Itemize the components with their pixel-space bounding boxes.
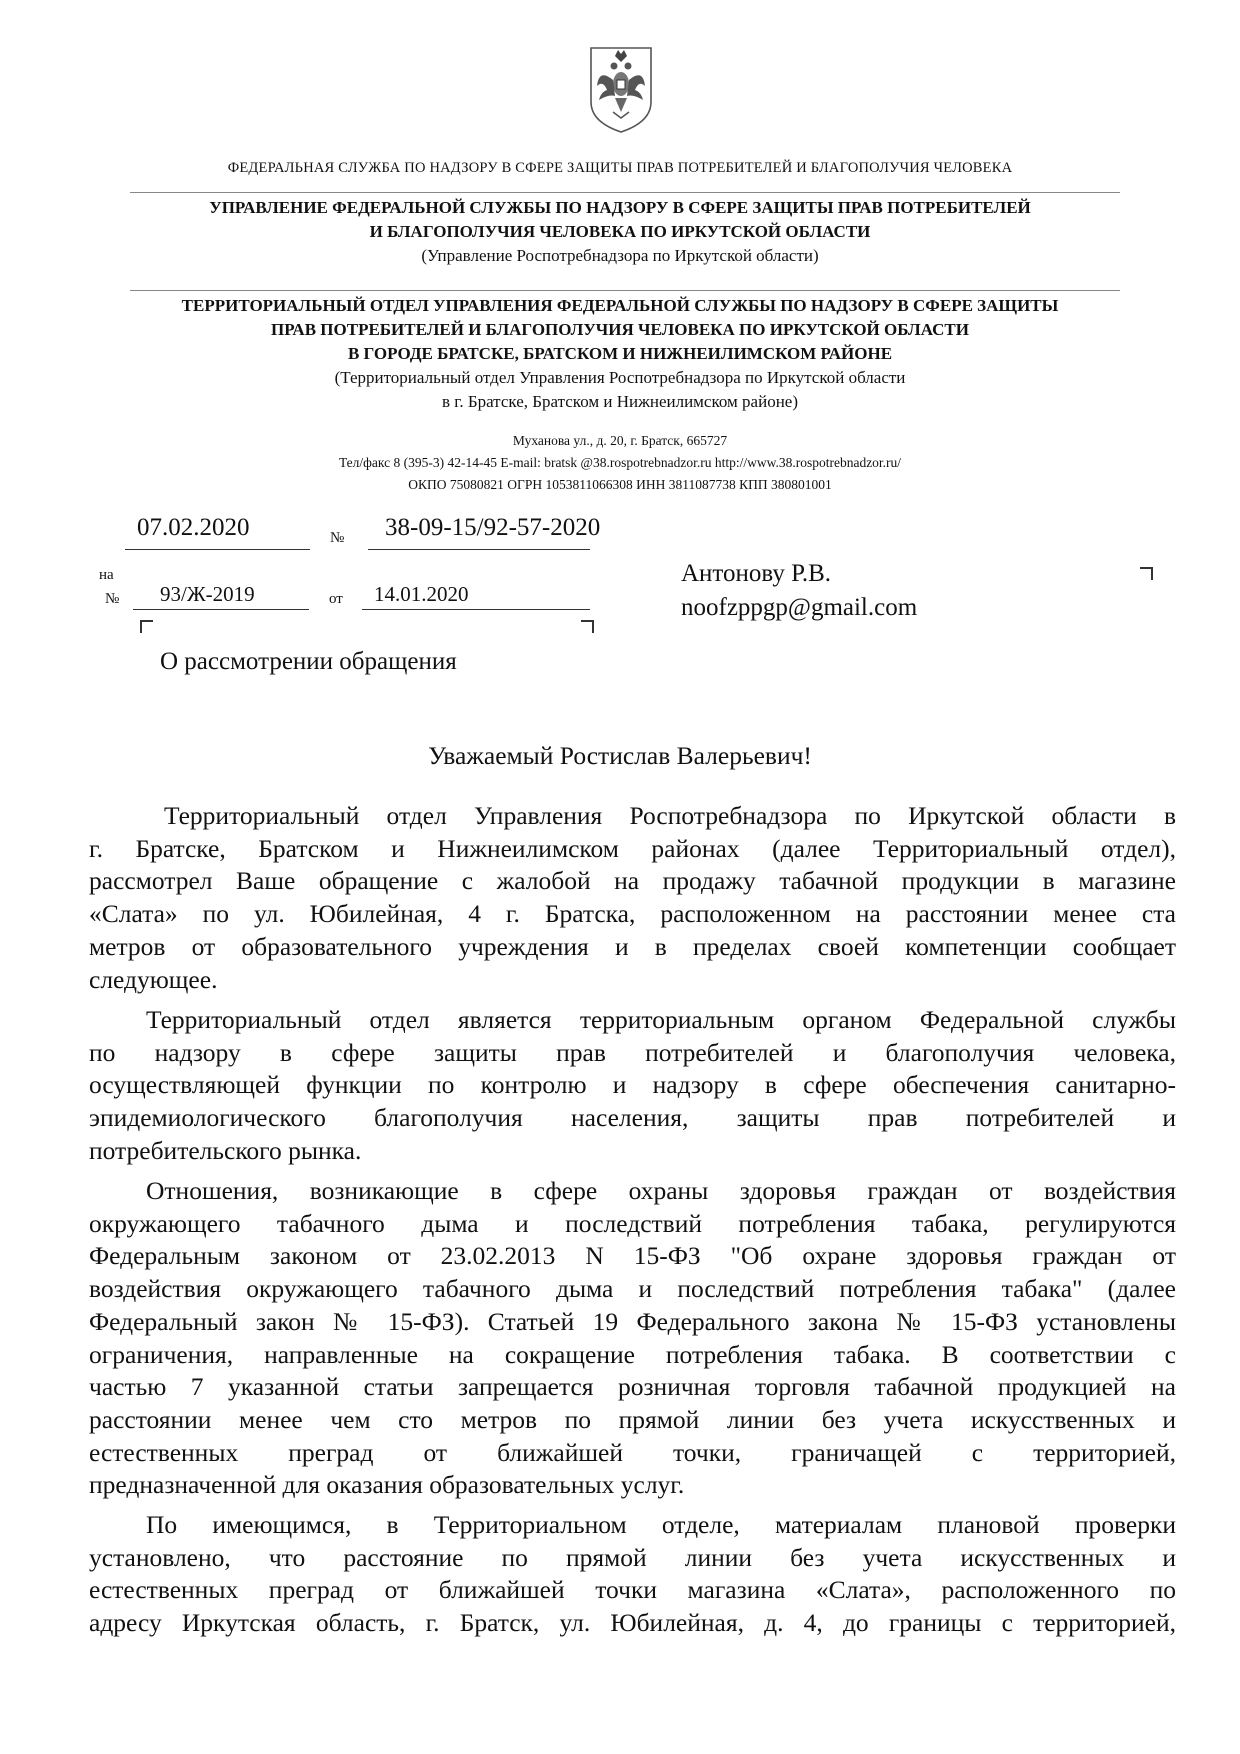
department-name-line1: ТЕРРИТОРИАЛЬНЫЙ ОТДЕЛ УПРАВЛЕНИЯ ФЕДЕРАЛЬНОЙ СЛУЖБЫ ПО НАДЗОРУ В СФЕРЕ ЗАЩИТЫ [181, 296, 1059, 315]
paragraph-line: Отношения, возникающие в сфере охраны здоровья граждан от воздействия [146, 1176, 1176, 1205]
paragraph-line: Территориальный отдел Управления Роспотребнадзора по Иркутской области в [164, 801, 1176, 830]
left-bracket-corner [140, 620, 153, 633]
recipient-bracket-corner [1140, 567, 1153, 580]
paragraph-line: эпидемиологического благополучия населения, защиты прав потребителей и [89, 1103, 1176, 1133]
number-sign-label: № [330, 530, 345, 546]
paragraph-line: потребительского рынка. [89, 1135, 362, 1165]
header-divider-top [130, 192, 1120, 193]
from-label: от [329, 591, 343, 607]
office-name-line2: И БЛАГОПОЛУЧИЯ ЧЕЛОВЕКА ПО ИРКУТСКОЙ ОБЛАСТИ [369, 222, 871, 241]
department-short-name-line2: в г. Братске, Братском и Нижнеилимском районе) [441, 392, 798, 411]
body-paragraph [89, 1509, 1176, 1640]
right-bracket-corner [581, 620, 594, 633]
outgoing-date: 07.02.2020 [125, 514, 310, 550]
registration-codes: ОКПО 75080821 ОГРН 1053811066308 ИНН 3811087738 КПП 380801001 [408, 477, 832, 492]
paragraph-line: Федеральный закон № 15-ФЗ). Статьей 19 Федерального закона № 15-ФЗ установлены [89, 1306, 1176, 1336]
paragraph-line: Федеральным законом от 23.02.2013 N 15-ФЗ "Об охране здоровья граждан от [89, 1241, 1176, 1271]
department-name-line3: В ГОРОДЕ БРАТСКЕ, БРАТСКОМ И НИЖНЕИЛИМСКОМ РАЙОНЕ [347, 344, 893, 363]
paragraph-line: Территориальный отдел является территориальным органом Федеральной службы [146, 1005, 1176, 1034]
body-paragraph [89, 1175, 1176, 1502]
letter-subject: О рассмотрении обращения [160, 648, 457, 675]
paragraph-line: ограничения, направленные на сокращение потребления табака. В соответствии с [89, 1339, 1176, 1369]
department-name-line2: ПРАВ ПОТРЕБИТЕЛЕЙ И БЛАГОПОЛУЧИЯ ЧЕЛОВЕКА ПО ИРКУТСКОЙ ОБЛАСТИ [271, 320, 969, 339]
recipient-email: noofzppgp@gmail.com [681, 594, 918, 621]
greeting: Уважаемый Ростислав Валерьевич! [428, 741, 812, 770]
paragraph-line: По имеющимся, в Территориальном отделе, материалам плановой проверки [146, 1510, 1176, 1539]
paragraph-line: расстоянии менее чем сто метров по прямой линии без учета искусственных и [89, 1404, 1176, 1434]
paragraph-line: адресу Иркутская область, г. Братск, ул. Юбилейная, д. 4, до границы с территорией, [89, 1608, 1176, 1638]
paragraph-line: рассмотрел Ваше обращение с жалобой на продажу табачной продукции в магазине [89, 866, 1176, 896]
department-short-name-line1: (Территориальный отдел Управления Роспотребнадзора по Иркутской области [334, 368, 906, 387]
on-label: на [99, 567, 114, 583]
contact-details: Тел/факс 8 (395-3) 42-14-45 E-mail: bratsk @38.rospotrebnadzor.ru http://www.38.rospotrebnadzor.ru/ [338, 455, 902, 470]
paragraph-line: следующее. [89, 964, 218, 994]
paragraph-line: г. Братске, Братском и Нижнеилимском районах (далее Территориальный отдел), [89, 833, 1176, 863]
paragraph-line: метров от образовательного учреждения и в пределах своей компетенции сообщает [89, 931, 1176, 961]
paragraph-line: воздействия окружающего табачного дыма и последствий потребления табака" (далее [89, 1274, 1176, 1304]
incoming-date: 14.01.2020 [362, 582, 590, 610]
office-name-line1: УПРАВЛЕНИЕ ФЕДЕРАЛЬНОЙ СЛУЖБЫ ПО НАДЗОРУ В СФЕРЕ ЗАЩИТЫ ПРАВ ПОТРЕБИТЕЛЕЙ [209, 198, 1031, 217]
recipient-name: Антонову Р.В. [681, 560, 832, 587]
header-divider-middle [130, 290, 1120, 291]
paragraph-line: «Слата» по ул. Юбилейная, 4 г. Братска, расположенном на расстоянии менее ста [89, 899, 1176, 929]
outgoing-number: 38-09-15/92-57-2020 [368, 514, 590, 550]
incoming-number-sign-label: № [105, 591, 120, 607]
agency-name: ФЕДЕРАЛЬНАЯ СЛУЖБА ПО НАДЗОРУ В СФЕРЕ ЗАЩИТЫ ПРАВ ПОТРЕБИТЕЛЕЙ И БЛАГОПОЛУЧИЯ ЧЕЛОВЕКА [227, 160, 1013, 176]
postal-address: Муханова ул., д. 20, г. Братск, 665727 [512, 433, 728, 448]
paragraph-line: установлено, что расстояние по прямой линии без учета искусственных и [89, 1542, 1176, 1572]
coat-of-arms-emblem [585, 40, 657, 136]
body-paragraph [89, 800, 1176, 996]
paragraph-line: естественных преград от ближайшей точки, граничащей с территорией, [89, 1437, 1176, 1467]
office-short-name: (Управление Роспотребнадзора по Иркутской области) [421, 246, 819, 265]
paragraph-line: частью 7 указанной статьи запрещается розничная торговля табачной продукцией на [89, 1372, 1176, 1402]
paragraph-line: предназначенной для оказания образовательных услуг. [89, 1470, 685, 1500]
paragraph-line: естественных преград от ближайшей точки магазина «Слата», расположенного по [89, 1575, 1176, 1605]
body-paragraph [89, 1004, 1176, 1168]
paragraph-line: по надзору в сфере защиты прав потребителей и благополучия человека, [89, 1037, 1176, 1067]
paragraph-line: осуществляющей функции по контролю и надзору в сфере обеспечения санитарно- [89, 1070, 1176, 1100]
paragraph-line: окружающего табачного дыма и последствий потребления табака, регулируются [89, 1208, 1176, 1238]
incoming-number: 93/Ж-2019 [133, 582, 309, 610]
